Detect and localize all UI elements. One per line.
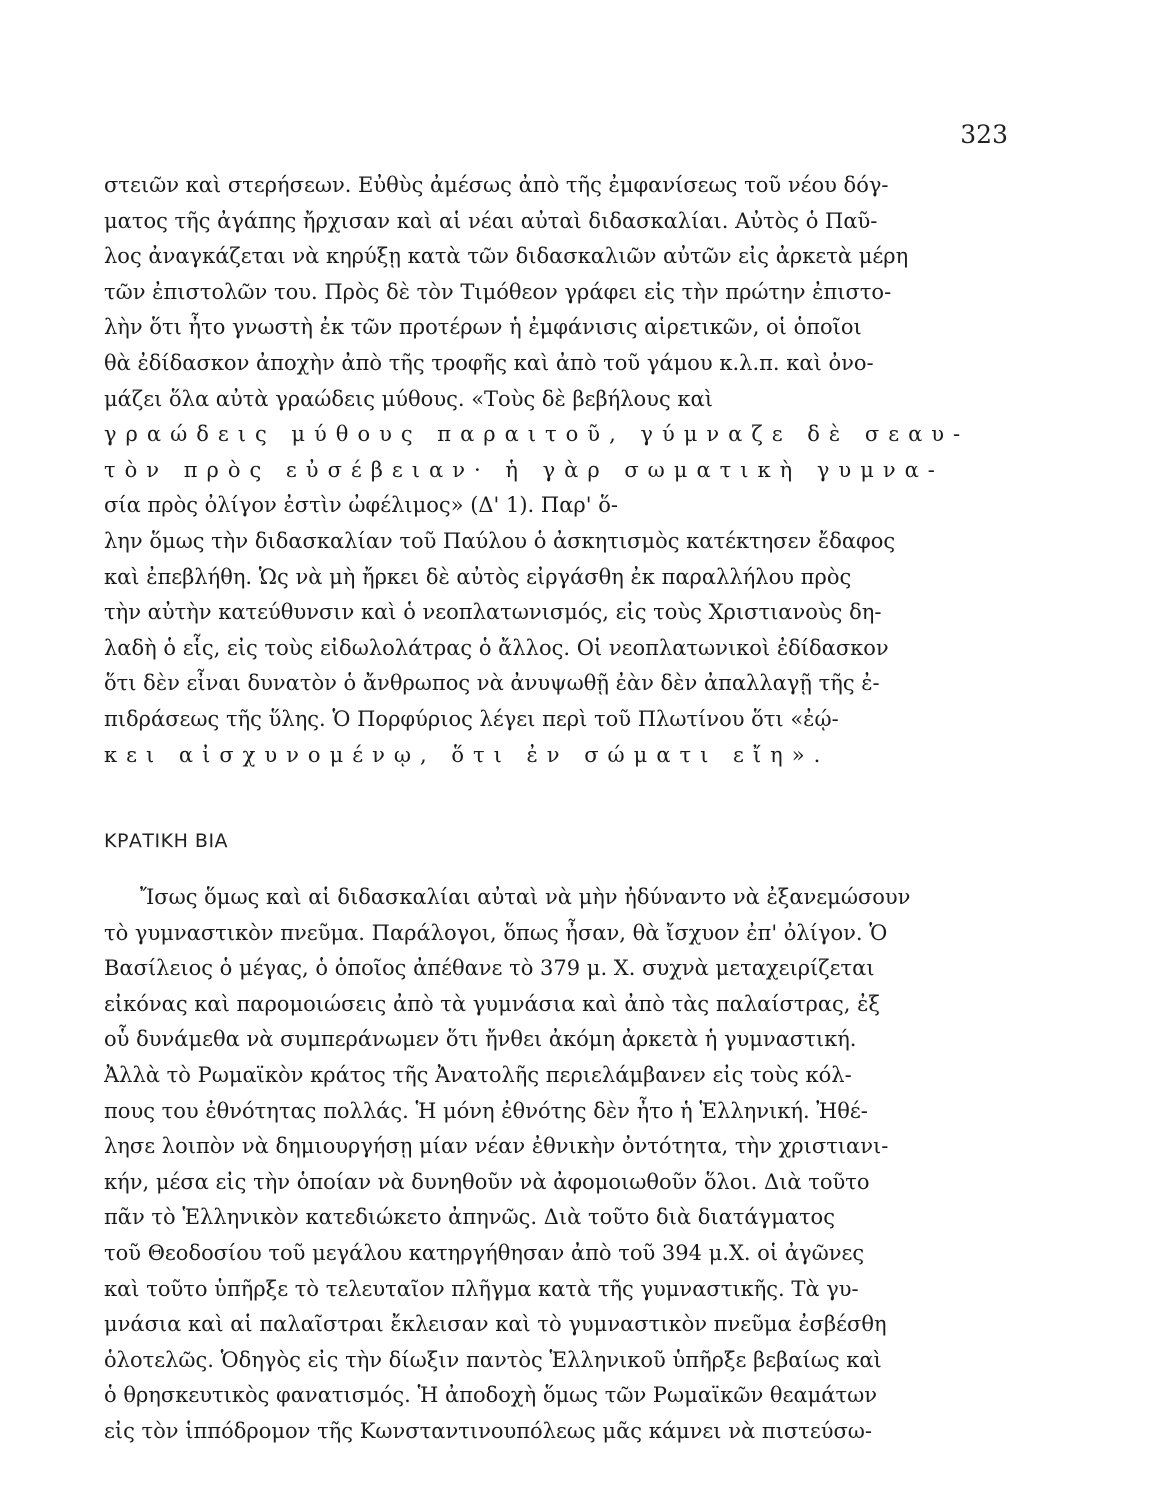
line-text: θὰ ἐδίδασκον ἀποχὴν ἀπὸ τῆς τροφῆς καὶ ἀπὸ τοῦ γάμου κ.λ.π. καὶ ὀνο- — [104, 350, 874, 375]
line-text: στειῶν καὶ στερήσεων. Εὐθὺς ἀμέσως ἀπὸ τῆς ἐμφανίσεως τοῦ νέου δόγ- — [104, 173, 889, 197]
line-text: πους του ἐθνότητας πολλάς. Ἡ μόνη ἐθνότης δὲν ἦτο ἡ Ἑλληνική. Ἠθέ- — [104, 1098, 868, 1123]
text-line — [104, 631, 1010, 667]
paragraph-1 — [104, 168, 1010, 773]
line-text: γραώδεις μύθους παραιτοῦ, γύμναζε δὲ σεαυ- — [104, 422, 970, 447]
text-line — [104, 310, 1010, 346]
text-line — [104, 987, 1010, 1023]
line-text: ὅτι δὲν εἶναι δυνατὸν ὁ ἄνθρωπος νὰ ἀνυψωθῇ ἐὰν δὲν ἀπαλλαγῇ τῆς ἐ- — [104, 671, 880, 696]
line-text: μνάσια καὶ αἱ παλαῖστραι ἔκλεισαν καὶ τὸ γυμναστικὸν πνεῦμα ἐσβέσθη — [104, 1312, 887, 1337]
line-text: τοῦ Θεοδοσίου τοῦ μεγάλου κατηργήθησαν ἀπὸ τοῦ 394 μ.Χ. οἱ ἀγῶνες — [104, 1240, 865, 1265]
text-line — [104, 346, 1010, 382]
text-line — [104, 1414, 1010, 1450]
text-line — [104, 524, 1010, 560]
line-text: ματος τῆς ἀγάπης ἤρχισαν καὶ αἱ νέαι αὐταὶ διδασκαλίαι. Αὐτὸς ὁ Παῦ- — [104, 208, 878, 233]
text-line — [104, 666, 1010, 702]
text-line — [104, 1200, 1010, 1236]
line-text: τὴν αὐτὴν κατεύθυνσιν καὶ ὁ νεοπλατωνισμός, εἰς τοὺς Χριστιανοὺς δη- — [104, 600, 882, 625]
line-text: ὁ θρησκευτικὸς φανατισμός. Ἡ ἀποδοχὴ ὅμως τῶν Ρωμαϊκῶν θεαμάτων — [104, 1383, 877, 1408]
text-line — [104, 560, 1010, 596]
line-text: λησε λοιπὸν νὰ δημιουργήσῃ μίαν νέαν ἐθνικὴν ὀντότητα, τὴν χριστιανι- — [104, 1134, 889, 1159]
line-text: καὶ ἐπεβλήθη. Ὡς νὰ μὴ ἤρκει δὲ αὐτὸς εἰργάσθη ἐκ παραλλήλου πρὸς — [104, 564, 852, 589]
line-text: τὸ γυμναστικὸν πνεῦμα. Παράλογοι, ὅπως ἦσαν, θὰ ἴσχυον ἐπ' ὀλίγον. Ὁ — [104, 920, 888, 945]
line-text: οὗ δυνάμεθα νὰ συμπεράνωμεν ὅτι ἤνθει ἀκόμη ἀρκετὰ ἡ γυμναστική. — [104, 1027, 857, 1052]
text-line — [104, 1094, 1010, 1130]
text-line — [104, 204, 1010, 240]
line-text: τὸν πρὸς εὐσέβειαν· ἡ γὰρ σωματικὴ γυμνα- — [104, 457, 944, 482]
line-text: Βασίλειος ὁ μέγας, ὁ ὁποῖος ἀπέθανε τὸ 379 μ. Χ. συχνὰ μεταχειρίζεται — [104, 956, 875, 981]
paragraph-2 — [104, 880, 1010, 1450]
line-text: Ἴσως ὅμως καὶ αἱ διδασκαλίαι αὐταὶ νὰ μὴν ἠδύναντο νὰ ἐξανεμώσουν — [140, 885, 911, 909]
text-line — [104, 1058, 1010, 1094]
line-text: λὴν ὅτι ἦτο γνωστὴ ἐκ τῶν προτέρων ἡ ἐμφάνισις αἱρετικῶν, οἱ ὁποῖοι — [104, 315, 862, 340]
line-text: λην ὅμως τὴν διδασκαλίαν τοῦ Παύλου ὁ ἀσκητισμὸς κατέκτησεν ἔδαφος — [104, 528, 896, 553]
spaced-quote-line — [104, 738, 1010, 774]
line-text: πιδράσεως τῆς ὕλης. Ὁ Πορφύριος λέγει περὶ τοῦ Πλωτίνου ὅτι «ἐῴ- — [104, 706, 839, 731]
text-line — [104, 1236, 1010, 1272]
section-heading: ΚΡΑΤΙΚΗ ΒΙΑ — [104, 830, 229, 852]
text-line — [104, 488, 1010, 524]
text-line — [104, 1022, 1010, 1058]
line-text: μάζει ὅλα αὐτὰ γραώδεις μύθους. «Τοὺς δὲ βεβήλους καὶ — [104, 386, 713, 411]
text-line — [104, 1272, 1010, 1308]
text-line — [104, 275, 1010, 311]
text-line — [104, 702, 1010, 738]
text-line — [104, 916, 1010, 952]
text-line — [104, 1307, 1010, 1343]
text-line — [104, 1165, 1010, 1201]
line-text: ὁλοτελῶς. Ὁδηγὸς εἰς τὴν δίωξιν παντὸς Ἑλληνικοῦ ὑπῆρξε βεβαίως καὶ — [104, 1347, 882, 1372]
spaced-quote-line — [104, 417, 1010, 453]
line-text: πᾶν τὸ Ἑλληνικὸν κατεδιώκετο ἀπηνῶς. Διὰ τοῦτο διὰ διατάγματος — [104, 1205, 835, 1230]
text-line — [104, 951, 1010, 987]
text-line — [104, 168, 1010, 204]
spaced-quote-line — [104, 453, 1010, 489]
text-line — [104, 1343, 1010, 1379]
line-text: Ἀλλὰ τὸ Ρωμαϊκὸν κράτος τῆς Ἀνατολῆς περιελάμβανεν εἰς τοὺς κόλ- — [104, 1062, 852, 1087]
line-text: εἰς τὸν ἱππόδρομον τῆς Κωνσταντινουπόλεως μᾶς κάμνει νὰ πιστεύσω- — [104, 1418, 873, 1443]
line-text: εἰκόνας καὶ παρομοιώσεις ἀπὸ τὰ γυμνάσια καὶ ἀπὸ τὰς παλαίστρας, ἐξ — [104, 991, 880, 1016]
text-line — [104, 595, 1010, 631]
line-text: σία πρὸς ὀλίγον ἐστὶν ὠφέλιμος» (Δ' 1). Παρ' ὅ- — [104, 493, 618, 518]
line-text: λος ἀναγκάζεται νὰ κηρύξῃ κατὰ τῶν διδασκαλιῶν αὐτῶν εἰς ἀρκετὰ μέρη — [104, 244, 909, 269]
text-line — [104, 1378, 1010, 1414]
line-text: καὶ τοῦτο ὑπῆρξε τὸ τελευταῖον πλῆγμα κατὰ τῆς γυμναστικῆς. Τὰ γυ- — [104, 1276, 859, 1301]
text-line — [104, 239, 1010, 275]
line-text: τῶν ἐπιστολῶν του. Πρὸς δὲ τὸν Τιμόθεον γράφει εἰς τὴν πρώτην ἐπιστο- — [104, 279, 892, 304]
line-text: κήν, μέσα εἰς τὴν ὁποίαν νὰ δυνηθοῦν νὰ ἀφομοιωθοῦν ὅλοι. Διὰ τοῦτο — [104, 1169, 870, 1194]
text-line — [104, 1129, 1010, 1165]
text-line — [104, 880, 1010, 916]
line-text: κει αἰσχυνομένῳ, ὅτι ἐν σώματι εἴη». — [104, 742, 830, 767]
line-text: λαδὴ ὁ εἷς, εἰς τοὺς εἰδωλολάτρας ὁ ἄλλος. Οἱ νεοπλατωνικοὶ ἐδίδασκον — [104, 635, 889, 660]
page-number: 323 — [960, 120, 1008, 149]
text-line — [104, 382, 1010, 418]
